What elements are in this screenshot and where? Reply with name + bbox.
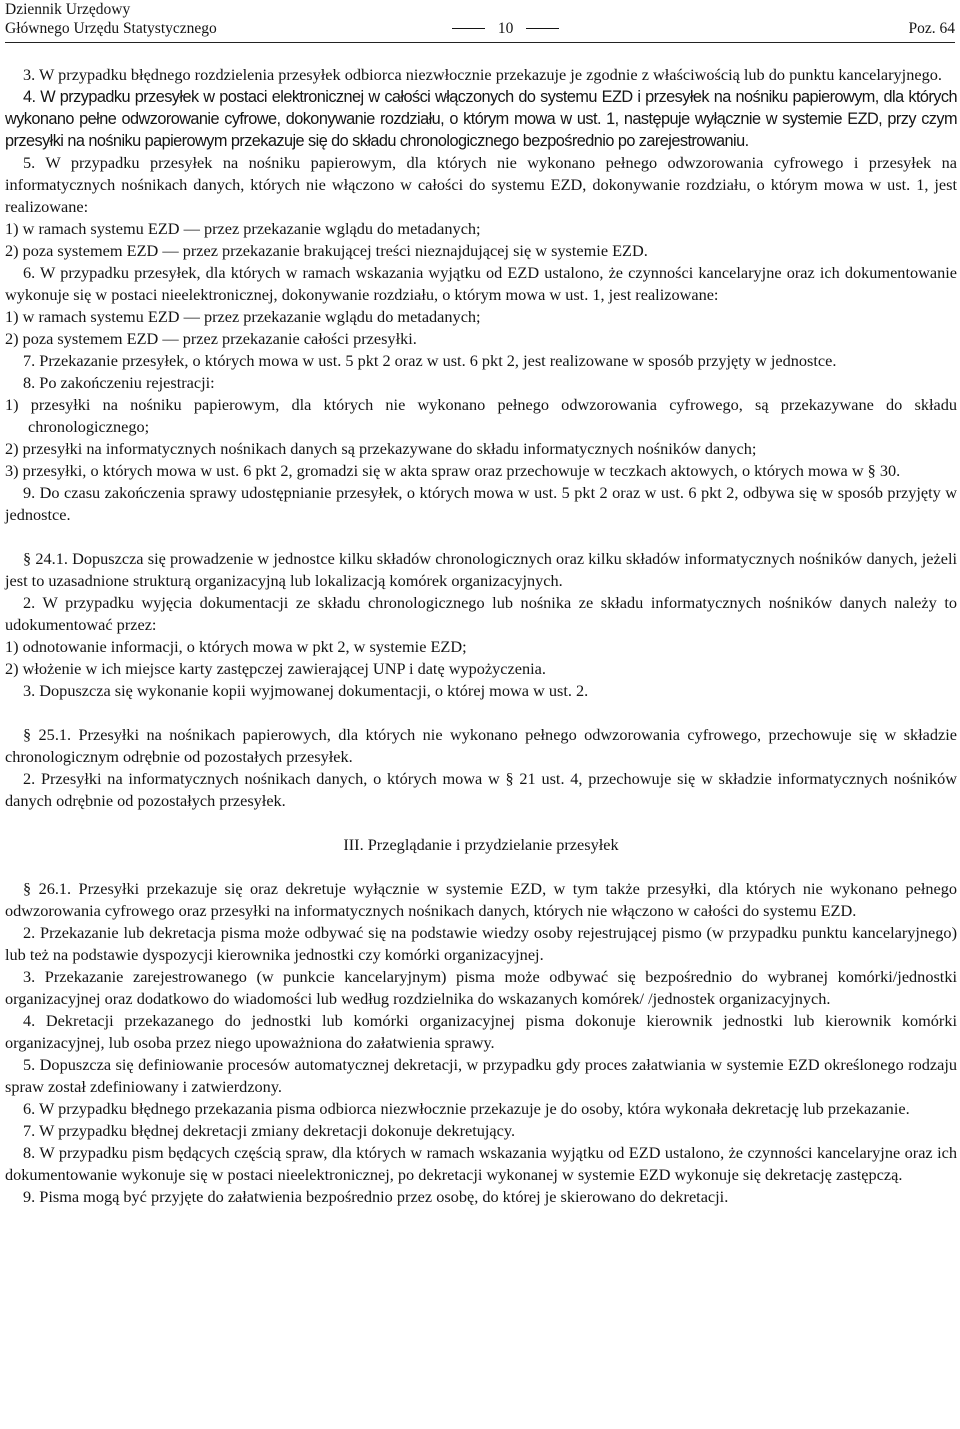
page-number-value: 10: [497, 20, 514, 37]
page-header: [5, 0, 955, 44]
paragraph: 9. Do czasu zakończenia sprawy udostępnianie przesyłek, o których mowa w ust. 5 pkt 2 oraz w ust. 6 pkt 2, odbywa się w sposób przyjęty w jednostce.: [5, 483, 957, 524]
paragraph: 7. Przekazanie przesyłek, o których mowa w ust. 5 pkt 2 oraz w ust. 6 pkt 2, jest realizowane w sposób przyjęty w jednostce.: [23, 351, 837, 370]
paragraph: § 24.1. Dopuszcza się prowadzenie w jednostce kilku składów chronologicznych oraz kilku składów informatycznych nośników danych, jeżeli jest to uzasadnione strukturą organizacyjną lub lokalizacją komórek organizacyjnych.: [5, 549, 957, 590]
paragraph: § 25.1. Przesyłki na nośnikach papierowych, dla których nie wykonano pełnego odwzorowania cyfrowego, przechowuje się w składzie chronologicznym odrębnie od pozostałych przesyłek.: [5, 725, 957, 766]
paragraph: 4. W przypadku przesyłek w postaci elektronicznej w całości włączonych do systemu EZD i przesyłek na nośniku papierowym, dla których wykonano pełne odwzorowanie cyfrowe, dokonywanie rozdziału, o którym mowa w ust. 1, następuje wyłącznie w systemie EZD, przy czym przesyłki na nośniku papierowym przekazuje się do składu chronologicznego bezpośrednio po zarejestrowaniu.: [5, 88, 957, 150]
paragraph: § 26.1. Przesyłki przekazuje się oraz dekretuje wyłącznie w systemie EZD, w tym także przesyłki, dla których nie wykonano pełnego odwzorowania cyfrowego oraz przesyłki na informatycznych nośnikach danych, których nie włączono w całości do systemu EZD.: [5, 879, 957, 920]
paragraph: 3. Przekazanie zarejestrowanego (w punkcie kancelaryjnym) pisma może odbywać się bezpośrednio do wybranej komórki/jednostki organizacyjnej oraz dodatkowo do wiadomości lub według rozdzielnika do wskazanych komórek/ /jednostek organizacyjnych.: [5, 967, 957, 1008]
paragraph: 4. Dekretacji przekazanego do jednostki lub komórki organizacyjnej pisma dokonuje kierownik jednostki lub kierownik komórki organizacyjnej, lub osoba przez niego upoważniona do załatwienia sprawy.: [5, 1011, 957, 1052]
paragraph: 2. Przesyłki na informatycznych nośnikach danych, o których mowa w § 21 ust. 4, przechowuje się w składzie informatycznych nośników danych odrębnie od pozostałych przesyłek.: [5, 769, 957, 810]
journal-title-line2: Głównego Urzędu Statystycznego: [5, 20, 217, 37]
header-divider: [5, 42, 955, 43]
list-item: 1) w ramach systemu EZD — przez przekazanie wglądu do metadanych;: [5, 307, 481, 326]
paragraph: 8. Po zakończeniu rejestracji:: [23, 373, 215, 392]
paragraph: 2. W przypadku wyjęcia dokumentacji ze składu chronologicznego lub nośnika ze składu informatycznych nośników danych należy to udokumentować przez:: [5, 593, 957, 634]
paragraph: 7. W przypadku błędnej dekretacji zmiany dekretacji dokonuje dekretujący.: [23, 1121, 516, 1140]
paragraph: 6. W przypadku błędnego przekazania pisma odbiorca niezwłocznie przekazuje je do osoby, która wykonała dekretację lub przekazanie.: [23, 1099, 910, 1118]
paragraph: 8. W przypadku pism będących częścią spraw, dla których w ramach wskazania wyjątku od EZD ustalono, że czynności kancelaryjne oraz ich dokumentowanie wykonuje się w postaci nieelektronicznej, po dekretacji wykonanej w systemie EZD wykonuje się dekretację zastępczą.: [5, 1143, 957, 1184]
document-body: [5, 64, 957, 1208]
dash-left: [452, 28, 485, 29]
paragraph: 3. Dopuszcza się wykonanie kopii wyjmowanej dokumentacji, o której mowa w ust. 2.: [23, 681, 589, 700]
list-item: 2) poza systemem EZD — przez przekazanie brakującej treści nieznajdującej się w systemie EZD.: [5, 241, 648, 260]
list-item: 1) odnotowanie informacji, o których mowa w pkt 2, w systemie EZD;: [5, 637, 467, 656]
journal-title-line1: Dziennik Urzędowy: [5, 1, 131, 18]
list-item: 2) poza systemem EZD — przez przekazanie całości przesyłki.: [5, 329, 417, 348]
paragraph: 9. Pisma mogą być przyjęte do załatwienia bezpośrednio przez osobę, do której je skierowano do dekretacji.: [23, 1187, 729, 1206]
paragraph: 2. Przekazanie lub dekretacja pisma może odbywać się na podstawie wiedzy osoby rejestrującej pismo (w przypadku punktu kancelaryjnego) lub też na podstawie dyspozycji kierownika jednostki czy komórki organizacyjnej.: [5, 923, 957, 964]
list-item: 2) włożenie w ich miejsce karty zastępczej zawierającej UNP i datę wypożyczenia.: [5, 659, 546, 678]
paragraph: 5. W przypadku przesyłek na nośniku papierowym, dla których nie wykonano pełnego odwzorowania cyfrowego i przesyłek na informatycznych nośnikach danych, których nie włączono w całości do systemu EZD, dokonywanie rozdziału, o którym mowa w ust. 1, jest realizowane:: [5, 153, 957, 216]
paragraph: 5. Dopuszcza się definiowanie procesów automatycznej dekretacji, w przypadku gdy proces załatwiania w systemie EZD określonego rodzaju spraw został zdefiniowany i zatwierdzony.: [5, 1055, 957, 1096]
list-item: 1) przesyłki na nośniku papierowym, dla których nie wykonano pełnego odwzorowania cyfrowego, są przekazywane do składu chronologicznego;: [5, 395, 957, 436]
paragraph: 3. W przypadku błędnego rozdzielenia przesyłek odbiorca niezwłocznie przekazuje je zgodnie z właściwością lub do punktu kancelaryjnego.: [23, 65, 942, 84]
position-number: Poz. 64: [908, 20, 955, 37]
section-heading: III. Przeglądanie i przydzielanie przesyłek: [343, 835, 619, 854]
list-item: 1) w ramach systemu EZD — przez przekazanie wglądu do metadanych;: [5, 219, 481, 238]
list-item: 3) przesyłki, o których mowa w ust. 6 pkt 2, gromadzi się w akta spraw oraz przechowuje w teczkach aktowych, o których mowa w § 30.: [5, 461, 901, 480]
journal-title: [5, 0, 217, 38]
list-item: 2) przesyłki na informatycznych nośnikach danych są przekazywane do składu informatycznych nośników danych;: [5, 439, 757, 458]
page-number: [452, 19, 559, 38]
dash-right: [526, 28, 559, 29]
paragraph: 6. W przypadku przesyłek, dla których w ramach wskazania wyjątku od EZD ustalono, że czynności kancelaryjne oraz ich dokumentowanie wykonuje się w postaci nieelektronicznej, dokonywanie rozdziału, o którym mowa w ust. 1, jest realizowane:: [5, 263, 957, 304]
